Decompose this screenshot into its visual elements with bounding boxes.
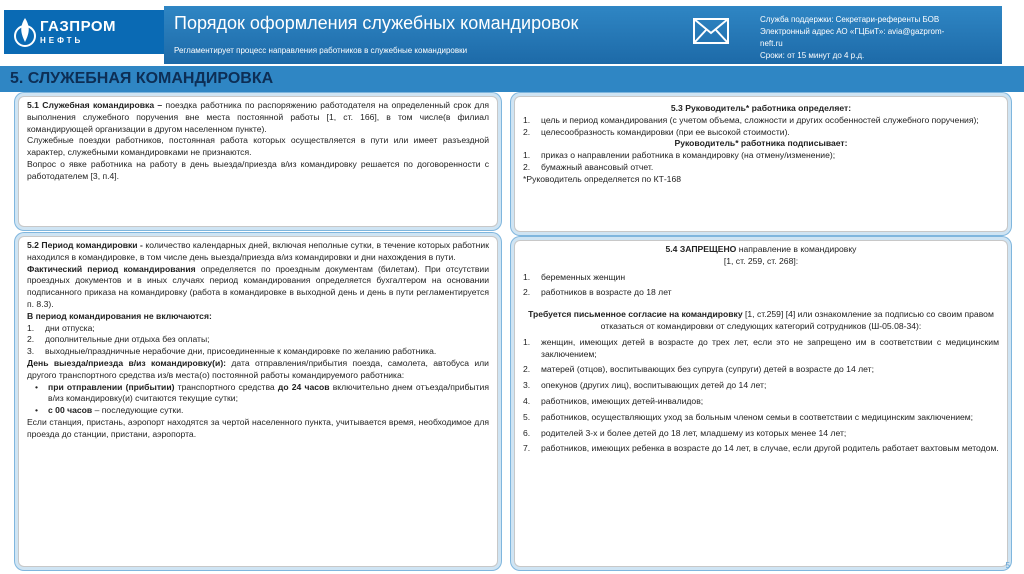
attendance-paragraph: Вопрос о явке работника на работу в день выезда/приезда в/из командировку решается по договоренности с работодателем [3, п.4]. — [27, 158, 489, 181]
exclusions-list — [27, 323, 489, 358]
logo-brand: ГАЗПРОМ — [40, 18, 117, 35]
bullet-item: • при отправлении (прибытии) транспортного средства до 24 часов включительно днем отъезда/прибытия в/из командировку(и) считаются текущие сутки; — [35, 381, 489, 404]
support-terms: Сроки: от 15 минут до 4 р.д. — [760, 51, 865, 60]
section-title: 5. СЛУЖЕБНАЯ КОМАНДИРОВКА — [10, 70, 274, 87]
page-subtitle: Регламентирует процесс направления работников в служебные командировки — [174, 46, 468, 55]
box-trip-period — [18, 236, 498, 567]
box-manager-duties — [514, 96, 1008, 232]
list-item: 1. женщин, имеющих детей в возрасте до трех лет, если это не запрещено им в соответствии с медицинским заключением; — [523, 336, 999, 359]
list-item: 4. работников, имеющих детей-инвалидов; — [523, 395, 704, 406]
list-item: 2. работников в возрасте до 18 лет — [523, 287, 672, 298]
page-title: Порядок оформления служебных командировок — [174, 13, 579, 33]
support-email-cont[interactable]: neft.ru — [760, 39, 783, 48]
page-number: 5 — [1005, 561, 1010, 570]
exclusions-title: В период командирования не включаются: — [27, 310, 212, 321]
flame-icon — [14, 16, 36, 48]
support-email[interactable]: Электронный адрес АО «ГЦБиТ»: avia@gazprom- — [760, 27, 945, 36]
actual-period-lead: Фактический период командирования — [27, 263, 196, 274]
list-item: 2. дополнительные дни отдыха без оплаты; — [27, 334, 210, 345]
bullet-item: • с 00 часов – последующие сутки. — [35, 405, 184, 416]
definition-lead: 5.1 Служебная командировка – — [27, 100, 163, 110]
logo-sub: НЕФТЬ — [40, 36, 84, 45]
box-business-trip-definition — [18, 96, 498, 227]
manager-note: *Руководитель определяется по КТ-168 — [523, 173, 682, 184]
gazprom-neft-logo — [4, 10, 164, 54]
list-item: 1. приказ о направлении работника в командировку (на отмену/изменение); — [523, 150, 836, 161]
envelope-icon[interactable] — [692, 16, 730, 46]
departure-day-text: дата отправления/прибытия поезда, самолета, автобуса или другого транспортного средства из/в места(о) постоянной работы командируемого работника: — [27, 357, 489, 380]
list-item: 3. выходные/праздничные нерабочие дни, присоединенные к командировке по желанию работника. — [27, 346, 437, 357]
definition-text: поездка работника по распоряжению работодателя на определенный срок для выполнения служебного поручения вне места постоянной работы [1, ст. 166], в том числе(в филиал командирующей организации в другом населенном пункте). — [27, 100, 490, 134]
list-item: 1. дни отпуска; — [27, 322, 95, 333]
manager-signs-title: Руководитель* работника подписывает: — [674, 138, 848, 149]
prohibited-ref: [1, ст. 259, ст. 268]: — [723, 255, 799, 266]
list-item: 2. бумажный авансовый отчет. — [523, 161, 654, 172]
list-item: 3. опекунов (других лиц), воспитывающих детей до 14 лет; — [523, 380, 767, 391]
header — [0, 0, 1024, 64]
period-paragraph — [27, 240, 489, 264]
list-item: 1. беременных женщин — [523, 271, 626, 282]
traveling-work-paragraph: Служебные поездки работников, постоянная работа которых осуществляется в пути или имеет разъездной характер, служебными командировками не признаются. — [27, 135, 489, 158]
actual-period-text: определяется по проездным документам (билетам). При отсутствии проездных документов и в иных случаях период командирования определяется бухгалтером на основании подписанного приказа на командировку (работа в командировке в выходной день и день в пути регламентируется п. 8.3). — [27, 263, 489, 309]
period-text: количество календарных дней, включая неполные сутки, в течение которых работник находился в командировке, в том числе день выезда/приезда в/из командировки и дни нахождения в пути. — [27, 240, 489, 262]
box-prohibited — [514, 240, 1008, 567]
list-item: 7. работников, имеющих ребенка в возрасте до 14 лет, в случае, если другой родитель работает вахтовым методом. — [523, 443, 999, 454]
departure-day-paragraph — [27, 358, 489, 382]
prohibited-title: 5.4 ЗАПРЕЩЕНО направление в командировку — [665, 244, 857, 254]
list-item: 1. цель и период командирования (с учетом объема, сложности и других особенностей служебного поручения); — [523, 114, 979, 125]
support-info — [760, 14, 990, 62]
actual-period-paragraph — [27, 264, 489, 311]
consent-paragraph: Требуется письменное согласие на командировку [1, ст.259] [4] или ознакомление за подписью со своим правом отказаться от командировки от следующих категорий сотрудников (Ш-05.08-34): — [528, 309, 994, 331]
definition-paragraph — [27, 100, 489, 135]
station-paragraph: Если станция, пристань, аэропорт находятся за чертой населенного пункта, учитывается время, необходимое для проезда до станции, пристани, аэропорта. — [27, 416, 489, 439]
list-item: 2. целесообразность командировки (при ее высокой стоимости). — [523, 126, 790, 137]
manager-defines-title: 5.3 Руководитель* работника определяет: — [670, 103, 852, 113]
period-lead: 5.2 Период командировки - — [27, 240, 143, 250]
support-service: Служба поддержки: Секретари-референты БОВ — [760, 15, 940, 24]
list-item: 5. работников, осуществляющих уход за больным членом семьи в соответствии с медицинским заключением; — [523, 411, 974, 422]
list-item: 6. родителей 3-х и более детей до 18 лет, младшему из которых менее 14 лет; — [523, 427, 847, 438]
list-item: 2. матерей (отцов), воспитывающих без супруга (супруги) детей в возрасте до 14 лет; — [523, 364, 874, 375]
departure-day-lead: День выезда/приезда в/из командировку(и): — [27, 357, 227, 368]
